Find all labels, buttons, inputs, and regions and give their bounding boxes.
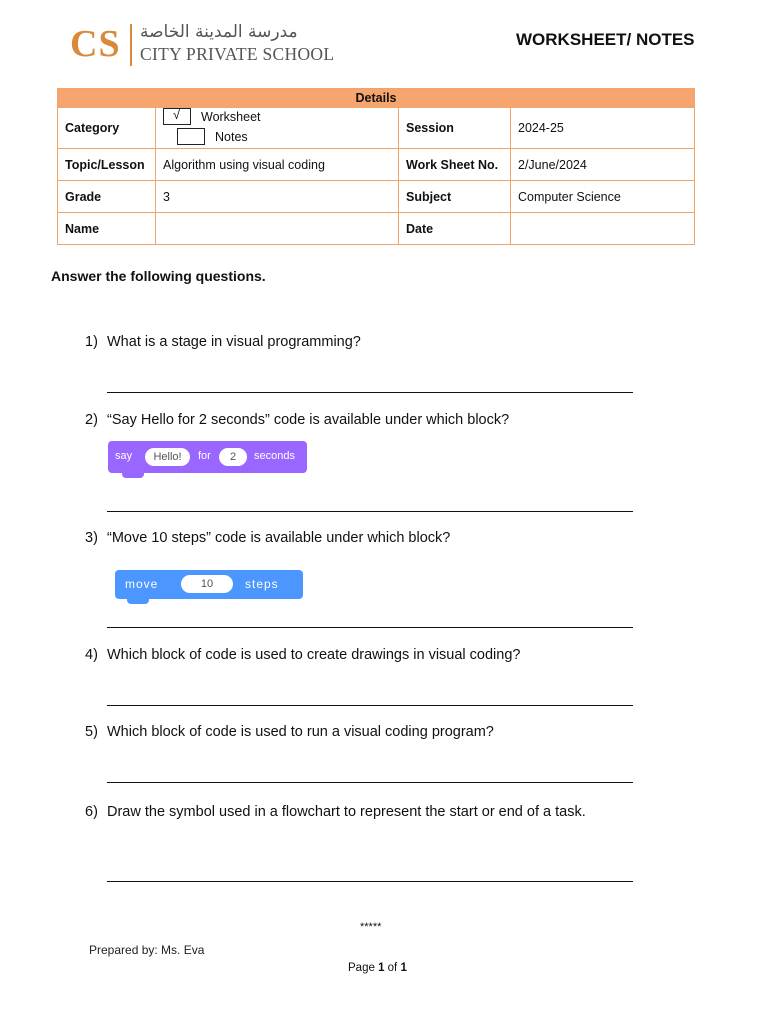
name-field[interactable] [156,213,399,245]
prepared-by: Prepared by: Ms. Eva [89,943,205,957]
question-text: What is a stage in visual programming? [107,334,361,350]
category-label: Category [58,108,156,149]
say-block-word: seconds [254,450,295,462]
move-block-word: steps [245,577,279,591]
worksheet-checkbox[interactable] [163,108,191,125]
question-text: “Say Hello for 2 seconds” code is available under which block? [107,412,510,428]
subject-label: Subject [399,181,511,213]
answer-line-5[interactable] [107,782,633,783]
checkmark-icon: √ [173,107,181,122]
date-field[interactable] [511,213,695,245]
question-6 [85,804,586,820]
category-options [156,108,399,149]
question-number: 2) [85,412,98,428]
answer-line-4[interactable] [107,705,633,706]
details-heading: Details [58,89,695,108]
question-text: Which block of code is used to create drawings in visual coding? [107,647,521,663]
school-logo [70,22,340,68]
page-of: of [384,962,401,974]
grade-label: Grade [58,181,156,213]
category-worksheet[interactable] [163,108,261,125]
say-code-block [108,441,307,473]
topic-label: Topic/Lesson [58,149,156,181]
question-number: 6) [85,804,98,820]
answer-line-6[interactable] [107,881,633,882]
say-block-input: Hello! [145,448,190,466]
move-code-block [115,570,303,599]
question-number: 4) [85,647,98,663]
subject-value: Computer Science [511,181,695,213]
logo-school-name: CITY PRIVATE SCHOOL [140,44,335,64]
question-1 [85,334,361,350]
question-text: Draw the symbol used in a flowchart to represent the start or end of a task. [107,804,586,820]
instructions-heading: Answer the following questions. [51,268,266,284]
question-text: “Move 10 steps” code is available under which block? [107,530,451,546]
question-5 [85,724,494,740]
question-4 [85,647,520,663]
page-current: 1 [378,962,385,974]
block-notch [122,472,144,478]
say-block-input: 2 [219,448,247,466]
move-block-input: 10 [181,575,233,593]
logo-initials: CS [70,23,121,65]
session-value: 2024-25 [511,108,695,149]
question-3 [85,530,450,546]
category-notes[interactable] [177,128,248,145]
page-total: 1 [400,962,407,974]
answer-line-1[interactable] [107,392,633,393]
name-label: Name [58,213,156,245]
say-block-word: say [115,450,133,462]
grade-value: 3 [156,181,399,213]
block-notch [127,598,149,604]
notes-option-label: Notes [215,129,248,144]
logo-arabic-name: مدرسة المدينة الخاصة [140,22,298,42]
say-block-word: for [198,450,211,462]
answer-line-2[interactable] [107,511,633,512]
question-2 [85,412,509,428]
document-title: WORKSHEET/ NOTES [516,30,695,49]
question-number: 3) [85,530,98,546]
page-prefix: Page [348,962,379,974]
logo-divider [130,24,132,66]
answer-line-3[interactable] [107,627,633,628]
notes-checkbox[interactable] [177,128,205,145]
details-table [57,88,695,245]
worksheet-option-label: Worksheet [201,109,261,124]
worksheet-no-label: Work Sheet No. [399,149,511,181]
question-number: 5) [85,724,98,740]
question-number: 1) [85,334,98,350]
date-label: Date [399,213,511,245]
question-text: Which block of code is used to run a visual coding program? [107,724,494,740]
end-marker: ***** [360,921,382,933]
move-block-word: move [125,577,159,591]
worksheet-no-value: 2/June/2024 [511,149,695,181]
session-label: Session [399,108,511,149]
topic-value: Algorithm using visual coding [156,149,399,181]
page-number [348,962,407,974]
